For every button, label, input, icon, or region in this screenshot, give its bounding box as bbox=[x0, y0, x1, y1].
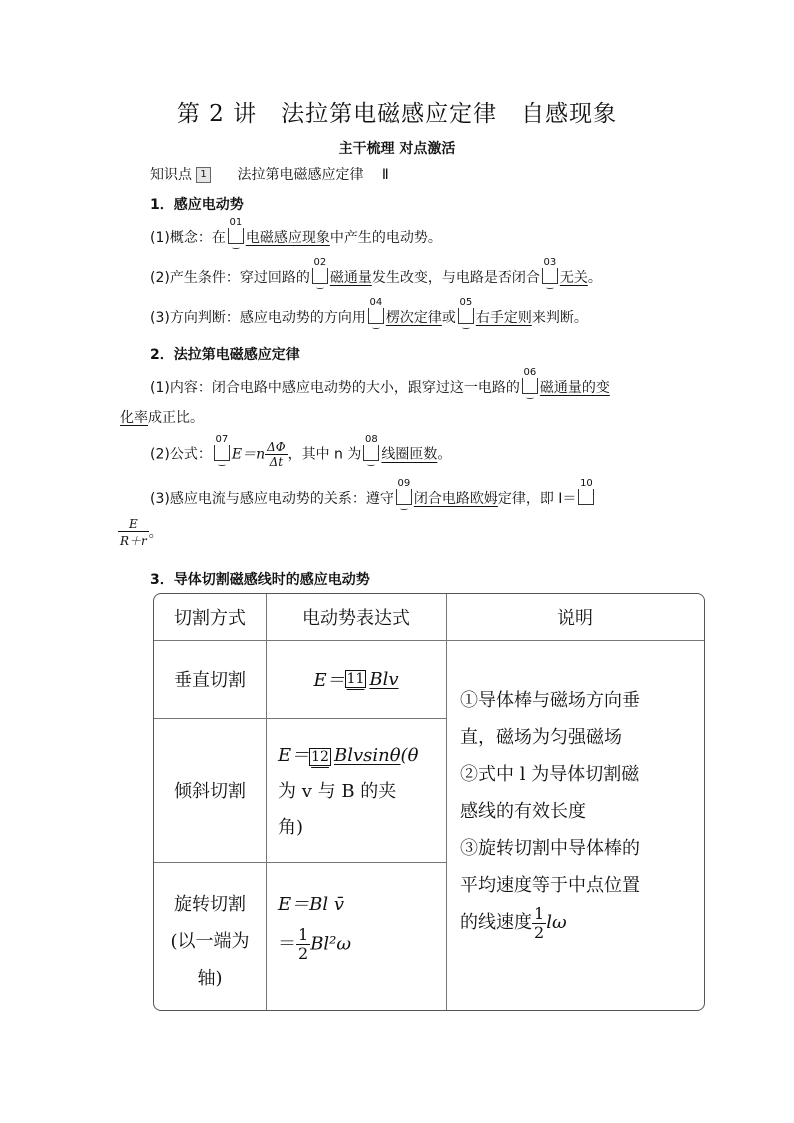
note-1-line1 bbox=[460, 682, 704, 719]
blank-box-09 bbox=[396, 478, 412, 505]
formula-fraction bbox=[265, 440, 288, 469]
formula-post: 。 bbox=[437, 446, 452, 463]
row3-expression bbox=[266, 862, 446, 1010]
note-fraction-num: 1 bbox=[534, 903, 545, 923]
condition-post: 。 bbox=[587, 270, 602, 286]
row1-eq-prefix: E＝ bbox=[313, 670, 345, 691]
knowledge-prefix: 知识点 bbox=[150, 167, 192, 183]
blank-box-04 bbox=[368, 297, 384, 324]
relation-line bbox=[150, 478, 596, 508]
row2-line2: 为 v 与 B 的夹 bbox=[278, 781, 397, 802]
blank-number: 01 bbox=[229, 217, 243, 228]
row3-fraction bbox=[296, 926, 310, 963]
section-3-heading: 3．导体切割磁感线时的感应电动势 bbox=[150, 572, 370, 588]
section-1-heading: 1．感应电动势 bbox=[150, 197, 244, 213]
knowledge-badge: 1 bbox=[196, 167, 211, 183]
relation-line-2 bbox=[118, 517, 163, 549]
formula-mid: ，其中 n 为 bbox=[287, 446, 362, 463]
direction-post: 来判断。 bbox=[531, 310, 588, 326]
relation-denominator: R＋r bbox=[120, 534, 147, 548]
page-title: 第 2 讲 法拉第电磁感应定律 自感现象 bbox=[176, 101, 618, 127]
note-3-line2: 平均速度等于中点位置 bbox=[460, 875, 640, 896]
blank-box-06 bbox=[522, 367, 538, 394]
note-3-line3-post: lω bbox=[546, 912, 567, 933]
formula-denominator: Δt bbox=[269, 455, 284, 469]
answer-02: 磁通量 bbox=[329, 270, 372, 286]
answer-09: 闭合电路欧姆 bbox=[413, 491, 498, 507]
content-pre: (1)内容：闭合电路中感应电动势的大小，跟穿过这一电路的 bbox=[150, 380, 520, 396]
answer-01: 电磁感应现象 bbox=[245, 230, 330, 246]
note-fraction-den: 2 bbox=[534, 922, 545, 942]
row2-tail: (θ bbox=[400, 745, 419, 766]
concept-pre: (1)概念：在 bbox=[150, 230, 226, 246]
row3-mode-line2: (以一端为 bbox=[170, 931, 250, 952]
blank-number: 03 bbox=[543, 257, 557, 268]
knowledge-point-line bbox=[150, 164, 389, 184]
blank-number: 04 bbox=[369, 297, 383, 308]
blank-number: 06 bbox=[523, 367, 537, 378]
note-3-line1 bbox=[460, 830, 704, 867]
note-3-mark: ③ bbox=[460, 838, 478, 859]
notes-cell bbox=[446, 640, 704, 1010]
row3-line2 bbox=[278, 926, 446, 963]
row2-eq-prefix: E＝ bbox=[278, 745, 310, 766]
note-3-line3 bbox=[460, 904, 704, 942]
relation-mid: 定律，即 I＝ bbox=[497, 491, 577, 507]
blank-number: 07 bbox=[215, 433, 229, 445]
formula-line bbox=[150, 433, 452, 469]
blank-number: 05 bbox=[459, 297, 473, 308]
condition-line bbox=[150, 257, 602, 287]
blank-box-10 bbox=[578, 478, 594, 505]
answer-06-part1: 磁通量的变 bbox=[539, 380, 610, 396]
row3-line1: E＝Bl v̄ bbox=[278, 894, 345, 915]
note-2-line2: 感线的有效长度 bbox=[460, 801, 586, 822]
answer-04: 楞次定律 bbox=[385, 310, 442, 326]
blank-box-01 bbox=[228, 217, 244, 244]
answer-11: Blv bbox=[369, 668, 399, 690]
note-fraction bbox=[532, 905, 546, 942]
section-subtitle: 主干梳理 对点激活 bbox=[338, 141, 456, 157]
row3-fraction-num: 1 bbox=[298, 925, 309, 944]
header-mode: 切割方式 bbox=[174, 608, 246, 629]
formula-numerator: ΔΦ bbox=[267, 440, 286, 454]
blank-number: 08 bbox=[365, 433, 378, 445]
row2-line3: 角) bbox=[278, 817, 304, 838]
section-2-heading: 2．法拉第电磁感应定律 bbox=[150, 347, 300, 363]
formula-equation: E＝n bbox=[231, 446, 266, 463]
note-2-line1 bbox=[460, 756, 704, 793]
row1-expression bbox=[266, 640, 446, 718]
row3-tail: Bl²ω bbox=[310, 933, 352, 955]
note-1-text: 导体棒与磁场方向垂 bbox=[478, 690, 640, 711]
answer-12: Blvsinθ bbox=[333, 745, 401, 766]
formula-pre: (2)公式： bbox=[150, 446, 212, 463]
blank-box-03 bbox=[542, 257, 558, 284]
answer-03: 无关 bbox=[559, 270, 588, 286]
header-expression: 电动势表达式 bbox=[302, 608, 410, 629]
note-3-text: 旋转切割中导体棒的 bbox=[478, 838, 640, 859]
blank-box-05 bbox=[458, 297, 474, 324]
blank-number: 02 bbox=[313, 257, 327, 268]
knowledge-name: 法拉第电磁感应定律 bbox=[237, 167, 364, 183]
condition-pre: (2)产生条件：穿过回路的 bbox=[150, 270, 310, 286]
concept-line bbox=[150, 217, 442, 247]
note-1-line2: 直，磁场为匀强磁场 bbox=[460, 727, 622, 748]
header-notes: 说明 bbox=[557, 608, 593, 629]
answer-08: 线圈匝数 bbox=[381, 446, 438, 463]
row3-fraction-den: 2 bbox=[298, 944, 309, 963]
blank-number: 10 bbox=[580, 478, 593, 489]
relation-fraction bbox=[118, 517, 149, 549]
note-3-line3-pre: 的线速度 bbox=[460, 912, 532, 933]
direction-line bbox=[150, 297, 588, 327]
note-2-text: 式中 l 为导体切割磁 bbox=[478, 764, 640, 785]
content-post: 成正比。 bbox=[148, 410, 204, 426]
row2-line1 bbox=[278, 738, 446, 774]
blank-box-07 bbox=[214, 433, 230, 461]
cutting-table bbox=[153, 593, 705, 1011]
row3-mode bbox=[154, 862, 266, 1010]
blank-number: 09 bbox=[397, 478, 411, 489]
answer-05: 右手定则 bbox=[475, 310, 532, 326]
relation-numerator: E bbox=[118, 517, 149, 532]
relation-pre: (3)感应电流与感应电动势的关系：遵守 bbox=[150, 491, 394, 507]
concept-post: 中产生的电动势。 bbox=[329, 230, 442, 246]
row2-expression bbox=[266, 718, 446, 862]
content-line-1 bbox=[150, 367, 610, 397]
blank-box-08 bbox=[363, 433, 379, 461]
note-1-mark: ① bbox=[460, 690, 478, 711]
content-line-2 bbox=[120, 407, 204, 427]
row3-eq: ＝ bbox=[278, 933, 296, 955]
note-2-mark: ② bbox=[460, 764, 478, 785]
row1-mode: 垂直切割 bbox=[174, 670, 246, 691]
blank-box-02 bbox=[312, 257, 328, 284]
row3-mode-line1: 旋转切割 bbox=[174, 894, 246, 915]
row2-mode: 倾斜切割 bbox=[174, 781, 246, 802]
condition-mid: 发生改变，与电路是否闭合 bbox=[371, 270, 540, 286]
knowledge-level: Ⅱ bbox=[381, 167, 389, 183]
blank-box-11: 11 bbox=[346, 671, 365, 687]
direction-mid: 或 bbox=[441, 310, 456, 326]
relation-post: 。 bbox=[148, 525, 163, 541]
row3-mode-line3: 轴) bbox=[197, 968, 223, 989]
blank-box-12: 12 bbox=[311, 749, 329, 765]
answer-06-part2: 化率 bbox=[120, 410, 148, 426]
direction-pre: (3)方向判断：感应电动势的方向用 bbox=[150, 310, 366, 326]
